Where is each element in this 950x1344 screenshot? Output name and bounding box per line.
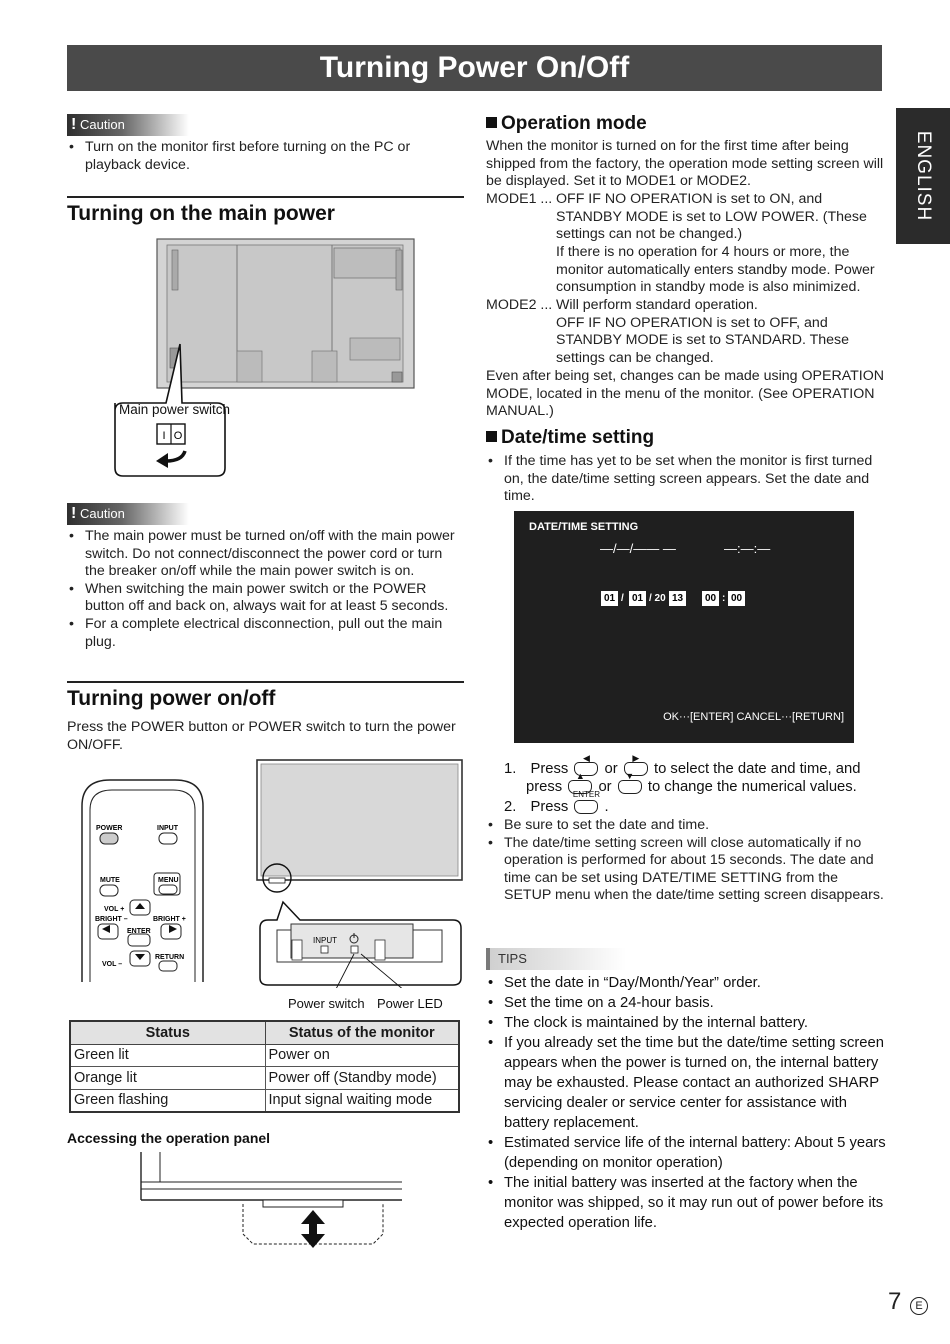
tips-list (486, 973, 886, 1233)
power-onoff-text: Press the POWER button or POWER switch to turn the power ON/OFF. (67, 719, 456, 753)
page-suffix-icon: E (910, 1297, 928, 1315)
main-power-switch-label: Main power switch (119, 402, 231, 417)
caution-badge (67, 503, 189, 525)
tips-item: • Set the date in “Day/Month/Year” order. (486, 973, 886, 993)
datetime-screen-footer: OK···[ENTER] CANCEL···[RETURN] (663, 711, 844, 723)
operation-panel-illustration (138, 1152, 404, 1252)
datetime-setting-screen (514, 511, 854, 743)
datetime-note: • The date/time setting screen will close automatically if no operation is performed for about 15 seconds. The date and time can be set using DATE/TIME SETTING from the SETUP menu when the date/time setting screen disappears. (486, 835, 886, 905)
down-arrow-key-icon: ▼ (618, 780, 642, 794)
caution-label: Caution (80, 117, 125, 132)
step-2-number: 2. (504, 799, 517, 815)
year-field[interactable]: 13 (669, 591, 686, 606)
table-cell: Power on (265, 1044, 459, 1067)
table-header-row (70, 1021, 459, 1044)
tips-badge: TIPS (486, 948, 626, 970)
table-header: Status (70, 1021, 265, 1044)
remote-vol-plus-label: VOL + (104, 906, 125, 913)
step-1 (504, 753, 861, 778)
tips-item: • The initial battery was inserted at the factory when the monitor was shipped, so it may run out of power before its expected operation life. (486, 1173, 886, 1233)
datetime-notes (486, 817, 886, 905)
remote-menu-label: MENU (158, 877, 179, 884)
caution-item: • When switching the main power switch or the POWER button off and back on, always wait for at least 5 seconds. (67, 581, 464, 616)
datetime-screen-title: DATE/TIME SETTING (529, 521, 639, 533)
page-number: 7 (888, 1288, 902, 1315)
remote-power-label: POWER (96, 825, 123, 832)
operation-mode-outro: Even after being set, changes can be made using OPERATION MODE, located in the menu of the monitor. (See OPERATION MANUAL.) (486, 368, 884, 420)
left-arrow-key-icon: ◀ (574, 762, 598, 776)
switch-o-symbol: O (173, 430, 183, 442)
caution-item: • Turn on the monitor first before turning on the PC or playback device. (67, 139, 462, 174)
remote-bright-plus-label: BRIGHT + (153, 916, 186, 923)
step-1-number: 1. (504, 761, 517, 777)
step-1-text: to select the date and time, and (653, 761, 861, 777)
square-bullet-icon (486, 117, 497, 128)
table-cell: Power off (Standby mode) (265, 1067, 459, 1090)
datetime-title: Date/time setting (501, 427, 655, 448)
power-onoff-heading: Turning power on/off (67, 681, 464, 711)
step-2-press: Press (530, 799, 569, 815)
datetime-bullet: • If the time has yet to be set when the monitor is first turned on, the date/time setting screen appears. Set the date and time. (486, 453, 886, 506)
operation-mode-intro: When the monitor is turned on for the first time after being shipped from the factory, the operation mode setting screen will be displayed. Set it to MODE1 or MODE2. (486, 138, 884, 190)
datetime-heading (486, 427, 654, 449)
switch-i-symbol: I (162, 430, 166, 442)
step-1-press2: press (526, 779, 563, 795)
step-2 (504, 790, 609, 816)
tips-item: • The clock is maintained by the internal battery. (486, 1013, 886, 1033)
table-cell: Orange lit (70, 1067, 265, 1090)
caution-item: • The main power must be turned on/off with the main power switch. Do not connect/disconnect the power cord or turn the breaker on/off while the main power switch is on. (67, 528, 464, 581)
enter-key-label: ENTER (572, 790, 600, 799)
square-bullet-icon (486, 431, 497, 442)
date-separator: / (621, 593, 624, 604)
remote-return-label: RETURN (155, 954, 185, 961)
tips-item: • If you already set the time but the date/time setting screen appears when the power is turned on, the internal battery may be exhausted. Please contact an authorized SHARP servicing dealer or service center for assistance with battery replacement. (486, 1033, 886, 1133)
table-cell: Green flashing (70, 1089, 265, 1112)
table-row (70, 1044, 459, 1067)
mode1-text: OFF IF NO OPERATION is set to ON, and STANDBY MODE is set to LOW POWER. (These settings can not be changed.) (556, 191, 867, 243)
operation-mode-heading (486, 113, 647, 135)
datetime-bullets (486, 453, 886, 506)
operation-mode-title: Operation mode (501, 113, 647, 134)
mode1-text2: If there is no operation for 4 hours or more, the monitor automatically enters standby mode. Power consumption in standby mode is also minimized. (556, 244, 875, 296)
day-field[interactable]: 01 (601, 591, 618, 606)
monitor-back-illustration (110, 236, 420, 481)
remote-control-illustration (80, 776, 205, 982)
minute-field[interactable]: 00 (728, 591, 745, 606)
power-switch-label: Power switch (288, 996, 365, 1011)
step-2-end: . (604, 799, 609, 815)
table-row (70, 1089, 459, 1112)
up-arrow-key-icon: ▲ (568, 780, 592, 794)
enter-key-icon (572, 790, 600, 814)
tips-item: • Set the time on a 24-hour basis. (486, 993, 886, 1013)
step-1-text2: to change the numerical values. (647, 779, 857, 795)
step-1-press: Press (530, 761, 569, 777)
monitor-front-illustration (255, 758, 465, 988)
caution-list (67, 528, 464, 651)
remote-mute-label: MUTE (100, 877, 120, 884)
caution-item: • For a complete electrical disconnection, pull out the main plug. (67, 616, 464, 651)
status-table (69, 1020, 460, 1113)
table-cell: Input signal waiting mode (265, 1089, 459, 1112)
caution-badge (67, 114, 189, 136)
datetime-note: • Be sure to set the date and time. (486, 817, 886, 835)
time-separator: : (722, 593, 726, 604)
exclamation-icon: ! (71, 505, 77, 522)
remote-enter-label: ENTER (127, 928, 151, 935)
time-placeholder: —:—:— (724, 541, 771, 556)
date-placeholder: —/—/—— — (600, 541, 676, 556)
access-panel-heading: Accessing the operation panel (67, 1130, 271, 1146)
language-tab-label: ENGLISH (913, 130, 934, 222)
mode2-text: Will perform standard operation. (556, 297, 758, 313)
caution-label: Caution (80, 506, 125, 521)
right-arrow-key-icon: ▶ (624, 762, 648, 776)
remote-bright-minus-label: BRIGHT – (95, 916, 128, 923)
remote-vol-minus-label: VOL – (102, 961, 123, 968)
language-tab (896, 108, 950, 244)
hour-field[interactable]: 00 (702, 591, 719, 606)
power-led-label: Power LED (377, 996, 443, 1011)
table-header: Status of the monitor (265, 1021, 459, 1044)
page-title: Turning Power On/Off (67, 45, 882, 91)
month-field[interactable]: 01 (629, 591, 646, 606)
step-1-or2: or (598, 779, 612, 795)
main-power-heading: Turning on the main power (67, 196, 464, 226)
panel-input-label: INPUT (313, 936, 337, 945)
tips-item: • Estimated service life of the internal battery: About 5 years (depending on monitor operation) (486, 1133, 886, 1173)
table-row (70, 1067, 459, 1090)
year-prefix: / 20 (649, 593, 666, 604)
exclamation-icon: ! (71, 116, 77, 133)
remote-input-label: INPUT (157, 825, 178, 832)
mode2-text2: OFF IF NO OPERATION is set to OFF, and STANDBY MODE is set to STANDARD. These settings can be changed. (556, 314, 850, 366)
table-cell: Green lit (70, 1044, 265, 1067)
mode2-label: MODE2 ... (486, 297, 553, 313)
step-1-or: or (604, 761, 618, 777)
caution-list (67, 139, 462, 174)
mode1-label: MODE1 ... (486, 191, 553, 207)
